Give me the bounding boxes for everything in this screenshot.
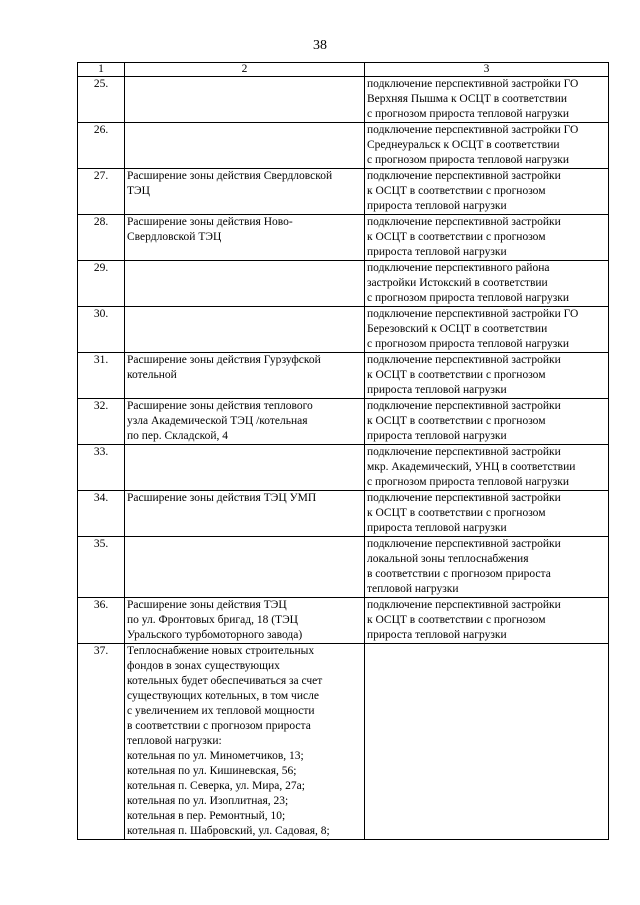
table-row <box>78 77 609 123</box>
description-cell-line: с прогнозом прироста тепловой нагрузки <box>367 154 570 166</box>
description-cell-line: подключение перспективной застройки ГО <box>367 308 579 320</box>
description-cell-line: подключение перспективной застройки <box>367 354 561 366</box>
row-number: 35. <box>78 537 125 598</box>
description-cell-line: прироста тепловой нагрузки <box>367 522 507 534</box>
description-cell-line: застройки Истокский в соответствии <box>367 277 548 289</box>
description-cell-line: подключение перспективной застройки <box>367 400 561 412</box>
description-cell-line: с прогнозом прироста тепловой нагрузки <box>367 108 570 120</box>
description-cell <box>365 445 609 491</box>
document-table <box>77 62 609 840</box>
description-cell-line: с прогнозом прироста тепловой нагрузки <box>367 476 570 488</box>
measure-cell-line: Расширение зоны действия ТЭЦ <box>127 599 287 611</box>
description-cell-line: к ОСЦТ в соответствии с прогнозом <box>367 614 546 626</box>
measure-cell-line: с увеличением их тепловой мощности <box>127 705 315 717</box>
description-cell-line: прироста тепловой нагрузки <box>367 384 507 396</box>
table-header-row <box>78 63 609 77</box>
measure-cell-line: котельная п. Северка, ул. Мира, 27а; <box>127 780 305 792</box>
description-cell-line: подключение перспективного района <box>367 262 550 274</box>
measure-cell <box>125 261 365 307</box>
row-number: 27. <box>78 169 125 215</box>
table-row <box>78 537 609 598</box>
row-number: 37. <box>78 644 125 840</box>
description-cell <box>365 491 609 537</box>
description-cell-line: к ОСЦТ в соответствии с прогнозом <box>367 231 546 243</box>
table-row <box>78 598 609 644</box>
measure-cell <box>125 445 365 491</box>
measure-cell <box>125 491 365 537</box>
table-body <box>78 63 609 840</box>
table-row <box>78 169 609 215</box>
row-number: 28. <box>78 215 125 261</box>
column-header-2: 2 <box>125 63 365 77</box>
description-cell <box>365 399 609 445</box>
description-cell-line: прироста тепловой нагрузки <box>367 629 507 641</box>
measure-cell-line: Расширение зоны действия теплового <box>127 400 313 412</box>
description-cell-line: Среднеуральск к ОСЦТ в соответствии <box>367 139 560 151</box>
measure-cell-line: Расширение зоны действия Гурзуфской <box>127 354 321 366</box>
measure-cell-line: существующих котельных, в том числе <box>127 690 319 702</box>
table-row <box>78 644 609 840</box>
measure-cell-line: узла Академической ТЭЦ /котельная <box>127 415 308 427</box>
measure-cell-line: тепловой нагрузки: <box>127 735 222 747</box>
measure-cell <box>125 399 365 445</box>
description-cell-line: с прогнозом прироста тепловой нагрузки <box>367 338 570 350</box>
description-cell <box>365 77 609 123</box>
row-number: 31. <box>78 353 125 399</box>
row-number: 29. <box>78 261 125 307</box>
measure-cell-line: котельная по ул. Кишиневская, 56; <box>127 765 297 777</box>
column-header-1: 1 <box>78 63 125 77</box>
measure-cell <box>125 307 365 353</box>
measure-cell <box>125 123 365 169</box>
description-cell-line: локальной зоны теплоснабжения <box>367 553 529 565</box>
table-row <box>78 491 609 537</box>
table-row <box>78 399 609 445</box>
table-row <box>78 261 609 307</box>
description-cell <box>365 169 609 215</box>
description-cell <box>365 537 609 598</box>
measure-cell <box>125 598 365 644</box>
description-cell-line: к ОСЦТ в соответствии с прогнозом <box>367 369 546 381</box>
description-cell-line: подключение перспективной застройки <box>367 599 561 611</box>
description-cell-line: прироста тепловой нагрузки <box>367 200 507 212</box>
description-cell-line: тепловой нагрузки <box>367 583 459 595</box>
description-cell-line: подключение перспективной застройки <box>367 492 561 504</box>
table-row <box>78 123 609 169</box>
row-number: 25. <box>78 77 125 123</box>
measure-cell <box>125 353 365 399</box>
description-cell-line: Верхняя Пышма к ОСЦТ в соответствии <box>367 93 568 105</box>
description-cell-line: к ОСЦТ в соответствии с прогнозом <box>367 415 546 427</box>
description-cell <box>365 123 609 169</box>
measure-cell-line: котельная в пер. Ремонтный, 10; <box>127 810 286 822</box>
row-number: 36. <box>78 598 125 644</box>
measure-cell-line: Расширение зоны действия ТЭЦ УМП <box>127 492 317 504</box>
measure-cell-line: Теплоснабжение новых строительных <box>127 645 315 657</box>
measure-cell-line: котельная по ул. Изоплитная, 23; <box>127 795 289 807</box>
table-row <box>78 307 609 353</box>
table-row <box>78 215 609 261</box>
measure-cell-line: котельная п. Шабровский, ул. Садовая, 8; <box>127 825 330 837</box>
measure-cell-line: котельная по ул. Минометчиков, 13; <box>127 750 304 762</box>
measure-cell <box>125 215 365 261</box>
measure-cell-line: котельной <box>127 369 177 381</box>
description-cell <box>365 353 609 399</box>
row-number: 30. <box>78 307 125 353</box>
description-cell <box>365 261 609 307</box>
measure-cell-line: фондов в зонах существующих <box>127 660 280 672</box>
description-cell-line: с прогнозом прироста тепловой нагрузки <box>367 292 570 304</box>
description-cell <box>365 598 609 644</box>
measure-cell <box>125 77 365 123</box>
row-number: 33. <box>78 445 125 491</box>
measure-cell <box>125 644 365 840</box>
description-cell-line: подключение перспективной застройки <box>367 538 561 550</box>
measure-cell-line: котельных будет обеспечиваться за счет <box>127 675 323 687</box>
row-number: 32. <box>78 399 125 445</box>
description-cell <box>365 215 609 261</box>
measure-cell-line: по ул. Фронтовых бригад, 18 (ТЭЦ <box>127 614 298 626</box>
measure-cell <box>125 169 365 215</box>
description-cell-line: Березовский к ОСЦТ в соответствии <box>367 323 548 335</box>
description-cell-line: мкр. Академический, УНЦ в соответствии <box>367 461 576 473</box>
description-cell-line: подключение перспективной застройки ГО <box>367 78 579 90</box>
description-cell <box>365 307 609 353</box>
measure-cell-line: Уральского турбомоторного завода) <box>127 629 303 641</box>
description-cell-line: подключение перспективной застройки <box>367 216 561 228</box>
measure-cell-line: Свердловской ТЭЦ <box>127 231 222 243</box>
description-cell <box>365 644 609 840</box>
description-cell-line: в соответствии с прогнозом прироста <box>367 568 551 580</box>
description-cell-line: прироста тепловой нагрузки <box>367 430 507 442</box>
row-number: 34. <box>78 491 125 537</box>
row-number: 26. <box>78 123 125 169</box>
page-number: 38 <box>313 38 327 53</box>
measure-cell-line: ТЭЦ <box>127 185 150 197</box>
measure-cell-line: по пер. Складской, 4 <box>127 430 229 442</box>
table-row <box>78 353 609 399</box>
table-row <box>78 445 609 491</box>
column-header-3: 3 <box>365 63 609 77</box>
description-cell-line: подключение перспективной застройки <box>367 446 561 458</box>
description-cell-line: к ОСЦТ в соответствии с прогнозом <box>367 185 546 197</box>
description-cell-line: прироста тепловой нагрузки <box>367 246 507 258</box>
measure-cell-line: Расширение зоны действия Свердловской <box>127 170 333 182</box>
description-cell-line: к ОСЦТ в соответствии с прогнозом <box>367 507 546 519</box>
description-cell-line: подключение перспективной застройки <box>367 170 561 182</box>
measure-cell <box>125 537 365 598</box>
measure-cell-line: Расширение зоны действия Ново- <box>127 216 293 228</box>
measure-cell-line: в соответствии с прогнозом прироста <box>127 720 311 732</box>
description-cell-line: подключение перспективной застройки ГО <box>367 124 579 136</box>
